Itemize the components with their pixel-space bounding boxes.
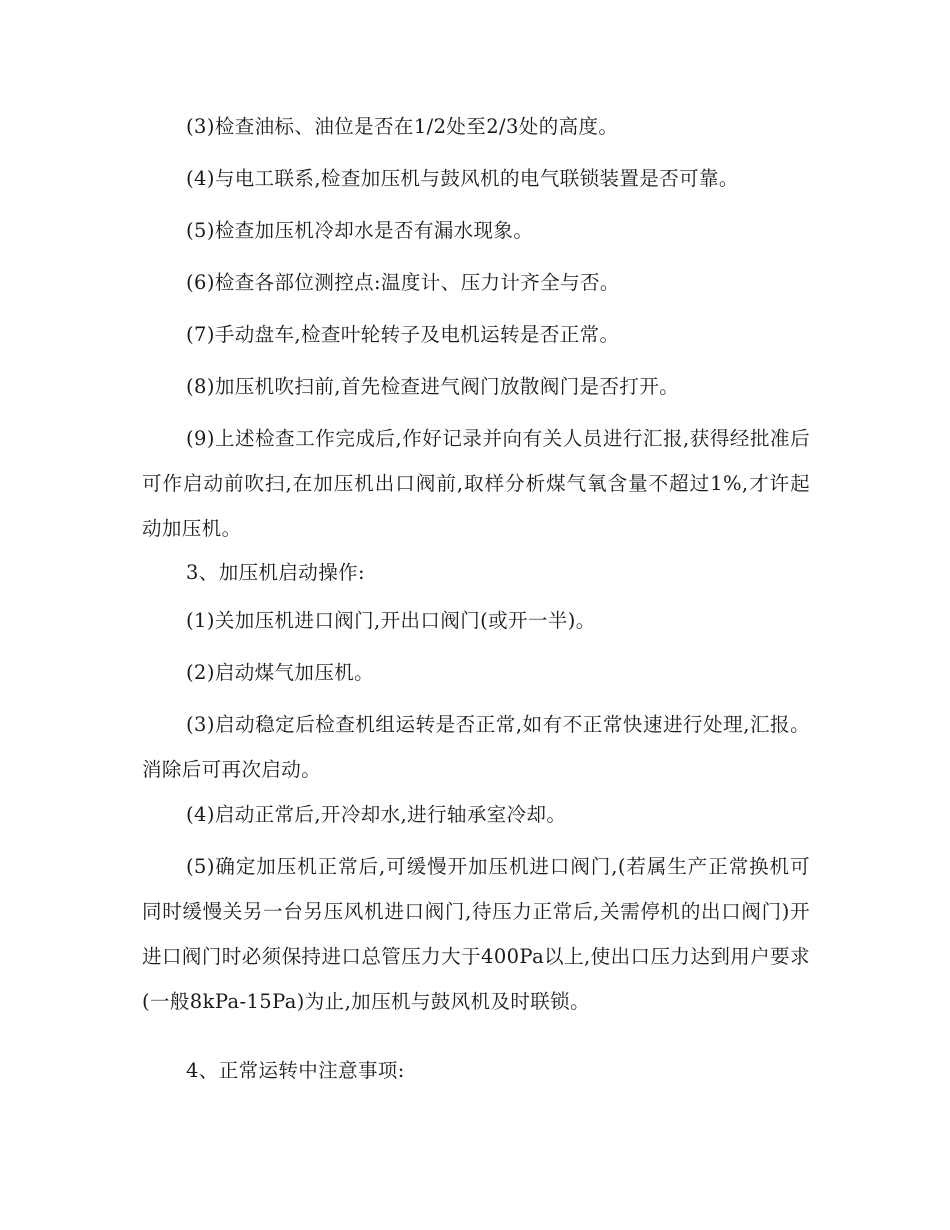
paragraph-electrical-interlock: (4)与电工联系,检查加压机与鼓风机的电气联锁装置是否可靠。 [186,167,739,190]
paragraph-close-inlet-valve: (1)关加压机进口阀门,开出口阀门(或开一半)。 [186,609,596,632]
paragraph-check-after-start: (3)启动稳定后检查机组运转是否正常,如有不正常快速进行处理,汇报。消除后可再次启动。 [142,713,810,781]
paragraph-measurement-points: (6)检查各部位测控点:温度计、压力计齐全与否。 [186,271,620,294]
paragraph-start-booster: (2)启动煤气加压机。 [186,661,375,684]
paragraph-cooling-water-leak: (5)检查加压机冷却水是否有漏水现象。 [186,219,534,242]
section-heading-normal-operation: 4、正常运转中注意事项: [186,1059,405,1082]
paragraph-check-oil-level: (3)检查油标、油位是否在1/2处至2/3处的高度。 [186,115,619,138]
paragraph-bearing-cooling: (4)启动正常后,开冷却水,进行轴承室冷却。 [186,803,567,826]
paragraph-manual-rotation: (7)手动盘车,检查叶轮转子及电机运转是否正常。 [186,323,620,346]
paragraph-purge-valves: (8)加压机吹扫前,首先检查进气阀门放散阀门是否打开。 [186,375,680,398]
paragraph-open-inlet-valve: (5)确定加压机正常后,可缓慢开加压机进口阀门,(若属生产正常换机可同时缓慢关另一台另压风机进口阀门,待压力正常后,关需停机的出口阀门)开进口阀门时必须保持进口总管压力大于400Pa以上,使出口压力达到用户要求(一般8kPa-15Pa)为止,加压机与鼓风机及时联锁。 [142,855,810,1013]
paragraph-report-and-sample: (9)上述检查工作完成后,作好记录并向有关人员进行汇报,获得经批准后可作启动前吹扫,在加压机出口阀前,取样分析煤气氧含量不超过1%,才许起动加压机。 [142,427,810,540]
section-heading-startup: 3、加压机启动操作: [186,561,365,584]
